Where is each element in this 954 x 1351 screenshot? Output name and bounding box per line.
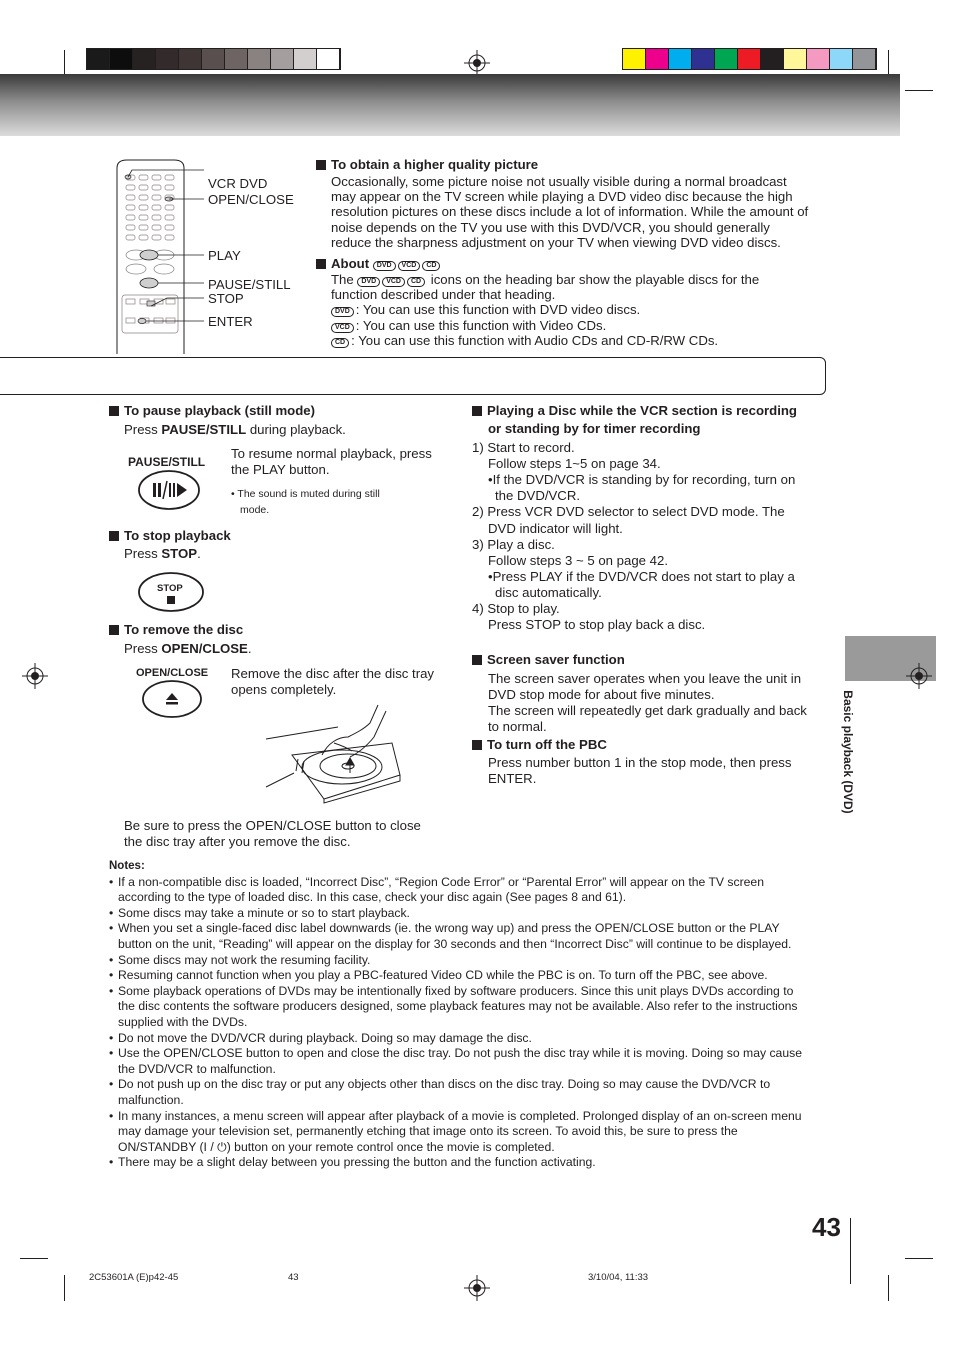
pbc-line: ENTER. (488, 771, 537, 786)
color-swatch (692, 49, 715, 69)
note-item: • When you set a single-faced disc label downwards (ie. the wrong way up) and press the OPEN/CLOSE button or the PLAY button on the unit, “Reading” will appear on the display for 30 seconds and then “Incorrect Disc” will continue to be displayed. (109, 921, 809, 952)
footer-page: 43 (288, 1272, 299, 1283)
about-line-1: The DVD VCD CD icons on the heading bar show the playable discs for the (331, 272, 760, 287)
pause-resume-line: To resume normal playback, press (231, 446, 432, 461)
note-item: • In many instances, a menu screen will appear after playback of a movie is completed. Prolonged display of an on-screen menu may damage your television set, permanently etching that image onto its screen. To avoid this, be sure to press the ON/STANDBY (I / ⏻) button on your remote control once the movie is completed. (109, 1109, 809, 1156)
recording-step-line: 3) Play a disc. (472, 536, 555, 552)
recording-step-line: disc automatically. (495, 584, 602, 600)
quality-line: Occasionally, some picture noise not usually visible during a normal broadcast (331, 174, 787, 189)
header-band (0, 74, 900, 136)
note-item: • Some discs may take a minute or so to start playback. (109, 906, 809, 922)
remote-label-pause-still: PAUSE/STILL (208, 277, 291, 292)
crop-mark (888, 1275, 889, 1301)
note-item: • Do not push up on the disc tray or put any objects other than discs on the disc tray. Doing so may cause the DVD/VCR to malfunction. (109, 1077, 809, 1108)
pbc-heading: To turn off the PBC (472, 737, 607, 753)
gray-swatch (225, 49, 248, 69)
crop-mark (905, 1258, 933, 1259)
crop-mark (888, 50, 889, 76)
stop-instruction: Press STOP. (124, 546, 201, 561)
gray-swatch (110, 49, 133, 69)
dvd-badge-icon: DVD (331, 307, 354, 317)
recording-heading: Playing a Disc while the VCR section is recording (472, 403, 797, 419)
stop-button-label: STOP (157, 583, 183, 594)
gray-swatch (179, 49, 202, 69)
dvd-badge-icon: DVD (373, 261, 396, 271)
gray-swatch (156, 49, 179, 69)
color-swatch (761, 49, 784, 69)
color-swatch (807, 49, 830, 69)
recording-step-line: •Press PLAY if the DVD/VCR does not start to play a (488, 568, 795, 584)
pbc-line: Press number button 1 in the stop mode, then press (488, 755, 792, 770)
note-item: • Some discs may not work the resuming facility. (109, 953, 809, 969)
cd-badge-icon: CD (407, 277, 425, 287)
gray-swatch (133, 49, 156, 69)
recording-step-line: 1) Start to record. (472, 440, 575, 455)
pause-instruction: Press PAUSE/STILL during playback. (124, 422, 346, 437)
side-tab-label: Basic playback (DVD) (841, 690, 855, 814)
gray-swatch (271, 49, 294, 69)
screensaver-heading: Screen saver function (472, 652, 625, 668)
pause-button-label: PAUSE/STILL (128, 455, 206, 469)
note-item: • Do not move the DVD/VCR during playback. Doing so may damage the disc. (109, 1031, 809, 1047)
recording-step-line: Follow steps 3 ~ 5 on page 42. (488, 552, 668, 568)
crop-mark (905, 90, 933, 91)
color-calibration-bar (622, 48, 877, 70)
color-swatch (853, 49, 876, 69)
color-swatch (669, 49, 692, 69)
remove-heading: To remove the disc (109, 622, 243, 638)
notes-heading: Notes: (109, 860, 145, 872)
gray-swatch (202, 49, 225, 69)
gray-swatch (317, 49, 340, 69)
crop-mark (20, 1258, 48, 1259)
gray-swatch (248, 49, 271, 69)
recording-step-line: Press STOP to stop play back a disc. (488, 617, 706, 633)
cd-badge-icon: CD (331, 338, 349, 348)
recording-step-line: DVD indicator will light. (488, 520, 623, 536)
eject-button-icon (141, 679, 203, 719)
quality-line: noise depends on the TV you use with this DVD/VCR, you should generally (331, 220, 770, 235)
remote-label-play: PLAY (208, 248, 241, 263)
cd-badge-icon: CD (422, 261, 440, 271)
open-close-button-label: OPEN/CLOSE (136, 667, 209, 679)
about-item: DVD : You can use this function with DVD video discs. (331, 302, 640, 318)
crop-mark (64, 1275, 65, 1301)
recording-step-line: •If the DVD/VCR is standing by for recording, turn on (488, 472, 796, 488)
remote-label-open-close: OPEN/CLOSE (208, 192, 294, 207)
recording-step-line: the DVD/VCR. (495, 488, 581, 504)
about-heading: About DVD VCD CD (316, 256, 442, 272)
remote-label-enter: ENTER (208, 314, 253, 329)
screensaver-line: The screen will repeatedly get dark gradually and back (488, 703, 807, 718)
remove-line: opens completely. (231, 682, 337, 697)
recording-step-line: 2) Press VCR DVD selector to select DVD mode. The (472, 504, 785, 520)
gray-swatch (294, 49, 317, 69)
note-item: • Resuming cannot function when you play a PBC-featured Video CD while the PBC is on. To turn off the PBC, see above. (109, 968, 809, 984)
quality-heading: To obtain a higher quality picture (316, 157, 538, 173)
remove-instruction: Press OPEN/CLOSE. (124, 641, 252, 656)
about-item: CD : You can use this function with Audio CDs and CD-R/RW CDs. (331, 333, 718, 349)
notes (109, 859, 809, 1171)
pause-muted-line: mode. (240, 504, 270, 516)
screensaver-line: to normal. (488, 719, 547, 734)
color-swatch (715, 49, 738, 69)
quality-line: reduce the sharpness adjustment on your TV when viewing DVD video discs. (331, 235, 781, 250)
pause-heading: To pause playback (still mode) (109, 403, 315, 419)
about-item: VCD : You can use this function with Video CDs. (331, 318, 606, 334)
vcd-badge-icon: VCD (331, 323, 354, 333)
footer-file: 2C53601A (E)p42-45 (89, 1272, 179, 1283)
vcd-badge-icon: VCD (382, 277, 405, 287)
screensaver-line: The screen saver operates when you leave the unit in (488, 671, 802, 686)
gray-swatch (87, 49, 110, 69)
recording-heading-line-2: or standing by for timer recording (488, 421, 701, 436)
quality-line: resolution pictures on these discs include a lot of information. While the amount of (331, 204, 809, 219)
remove-close-line: the disc tray after you remove the disc. (124, 834, 351, 849)
pause-muted-line: • The sound is muted during still (231, 488, 380, 500)
vcd-badge-icon: VCD (398, 261, 421, 271)
registration-mark-icon (22, 663, 48, 689)
color-swatch (646, 49, 669, 69)
page-number: 43 (812, 1212, 841, 1242)
color-swatch (830, 49, 853, 69)
recording-step-line: 4) Stop to play. (472, 601, 560, 616)
quality-line: may appear on the TV screen while playing a DVD video disc because the high (331, 189, 793, 204)
registration-mark-icon (464, 50, 490, 76)
recording-step-line: Follow steps 1~5 on page 34. (488, 456, 661, 472)
note-item: • Use the OPEN/CLOSE button to open and close the disc tray. Do not push the disc tray while it is moving. Doing so may cause the DVD/VCR to malfunction. (109, 1046, 809, 1077)
color-swatch (738, 49, 761, 69)
remove-close-line: Be sure to press the OPEN/CLOSE button to close (124, 818, 421, 833)
remote-label-vcr-dvd: VCR DVD (208, 176, 268, 191)
gray-calibration-bar (86, 48, 341, 70)
footer-date: 3/10/04, 11:33 (588, 1272, 649, 1283)
color-swatch (784, 49, 807, 69)
registration-mark-icon (906, 663, 932, 689)
pause-still-button-icon (137, 469, 201, 511)
crop-mark (64, 50, 65, 76)
note-item: • If a non-compatible disc is loaded, “Incorrect Disc”, “Region Code Error” or “Parental Error” will appear on the TV screen according to the type of loaded disc. In this case, check your disc again (See pages 8 and 61). (109, 875, 809, 906)
about-line-2: function described under that heading. (331, 287, 556, 302)
note-item: • There may be a slight delay between you pressing the button and the function activating. (109, 1155, 809, 1171)
pause-resume-line: the PLAY button. (231, 462, 330, 477)
screensaver-line: DVD stop mode for about five minutes. (488, 687, 715, 702)
note-item: • Some playback operations of DVDs may be intentionally fixed by software producers. Since this unit plays DVDs according to the disc contents the software producers designed, some playback features may not be available. Also refer to the instructions supplied with the DVDs. (109, 984, 809, 1031)
page-number-rule (850, 1218, 851, 1284)
section-heading-bar (0, 357, 826, 395)
disc-tray-illustration (262, 703, 442, 805)
dvd-badge-icon: DVD (357, 277, 380, 287)
registration-mark-icon (464, 1275, 490, 1301)
stop-heading: To stop playback (109, 528, 231, 544)
remote-label-stop: STOP (208, 291, 244, 306)
color-swatch (623, 49, 646, 69)
remove-line: Remove the disc after the disc tray (231, 666, 435, 681)
